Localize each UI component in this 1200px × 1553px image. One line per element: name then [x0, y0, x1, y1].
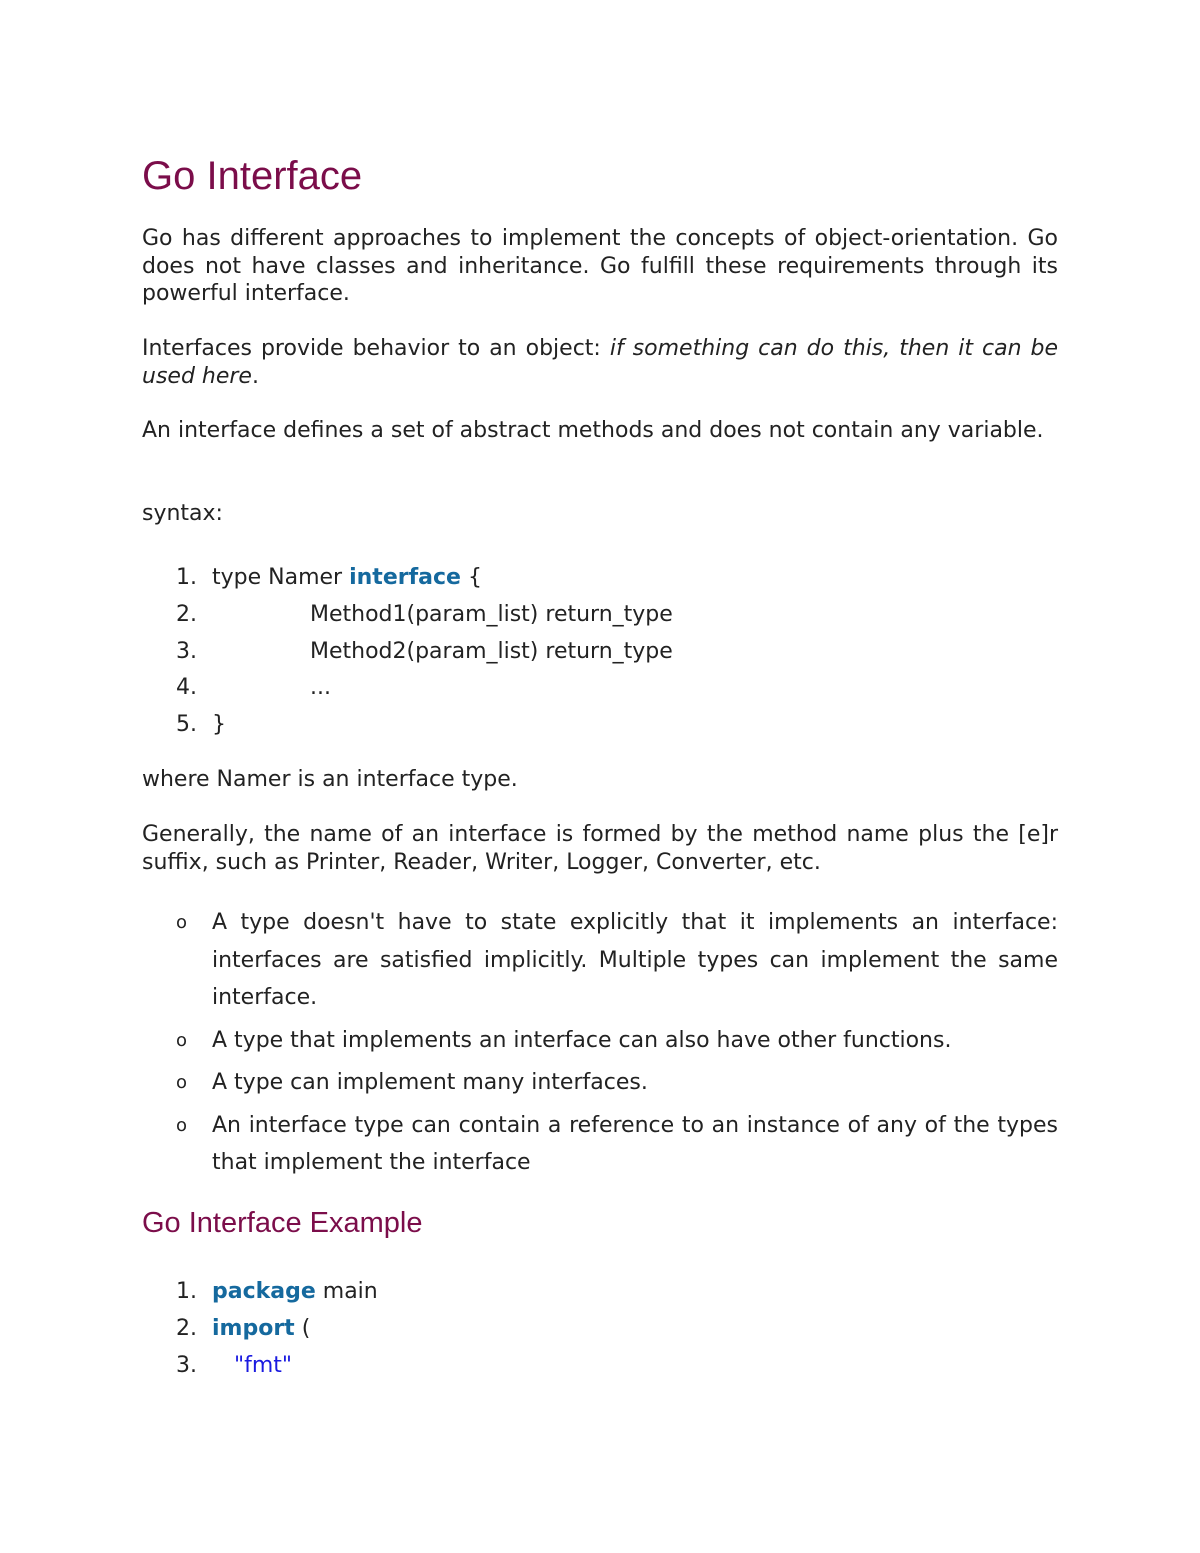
- code-line: [142, 560, 1058, 597]
- code-line: [142, 1311, 1058, 1348]
- list-item: [142, 1107, 1058, 1182]
- code-text: Method2(param_list) return_type: [310, 638, 673, 664]
- code-plain: type Namer: [212, 565, 350, 590]
- list-item-text: A type can implement many interfaces.: [212, 1070, 648, 1095]
- behavior-italic-text: if something can do this, then it can be used here: [142, 336, 1059, 389]
- naming-paragraph: Generally, the name of an interface is formed by the method name plus the [e]r suffix, such as Printer, Reader, Writer, Logger, Converter, etc.: [142, 822, 1058, 875]
- code-keyword: interface: [349, 565, 461, 590]
- code-line: [142, 634, 1058, 671]
- list-item: [142, 1022, 1058, 1060]
- list-item: [142, 904, 1058, 1017]
- line-number: 3.: [176, 1352, 197, 1378]
- code-line: [142, 1274, 1058, 1311]
- line-number: 1.: [176, 1279, 197, 1304]
- list-item-text: A type doesn't have to state explicitly that it implements an interface: interfaces are satisfied implicitly. Multiple types can implement the same interface.: [212, 910, 1058, 1010]
- example-code-block: [142, 1274, 1058, 1384]
- code-line: [142, 707, 1058, 744]
- code-string: "fmt": [234, 1352, 293, 1378]
- syntax-code-block: [142, 560, 1058, 744]
- behavior-paragraph: [142, 335, 1058, 390]
- list-item: [142, 1064, 1058, 1102]
- behavior-period: .: [251, 363, 259, 389]
- code-keyword: package: [212, 1279, 316, 1304]
- list-item-text: A type that implements an interface can also have other functions.: [212, 1027, 952, 1053]
- definition-paragraph: An interface defines a set of abstract methods and does not contain any variable.: [142, 418, 1044, 443]
- code-plain: main: [315, 1279, 378, 1304]
- line-number: 4.: [176, 675, 197, 701]
- line-number: 3.: [176, 638, 197, 664]
- code-line: [142, 1348, 1058, 1385]
- code-text: [212, 1311, 310, 1348]
- page-title: Go Interface: [142, 154, 363, 198]
- example-heading: Go Interface Example: [142, 1207, 423, 1239]
- behavior-text: Interfaces provide behavior to an object:: [142, 336, 610, 361]
- code-line: [142, 597, 1058, 634]
- code-plain: {: [460, 565, 482, 590]
- code-plain: (: [294, 1315, 311, 1341]
- namer-paragraph: where Namer is an interface type.: [142, 767, 518, 792]
- code-keyword: import: [212, 1315, 295, 1341]
- bullet-marker: o: [176, 1072, 188, 1093]
- line-number: 2.: [176, 601, 197, 627]
- bullet-marker: o: [176, 1029, 188, 1051]
- code-line: [142, 670, 1058, 707]
- bullet-list: [142, 904, 1058, 1187]
- syntax-label: syntax:: [142, 501, 223, 526]
- list-item-text: An interface type can contain a reference to an instance of any of the types that implement the interface: [212, 1112, 1058, 1175]
- code-text: }: [212, 712, 226, 738]
- intro-paragraph: Go has different approaches to implement the concepts of object-orientation. Go does not have classes and inheritance. Go fulfill these requirements through its powerful interface.: [142, 226, 1058, 306]
- code-text: Method1(param_list) return_type: [310, 601, 673, 627]
- line-number: 5.: [176, 712, 197, 738]
- bullet-marker: o: [176, 1114, 188, 1136]
- code-text: [234, 1348, 292, 1385]
- line-number: 1.: [176, 565, 197, 590]
- line-number: 2.: [176, 1315, 197, 1341]
- code-text: [212, 1274, 378, 1311]
- code-text: [212, 560, 482, 597]
- code-text: ...: [310, 675, 331, 701]
- bullet-marker: o: [176, 912, 188, 933]
